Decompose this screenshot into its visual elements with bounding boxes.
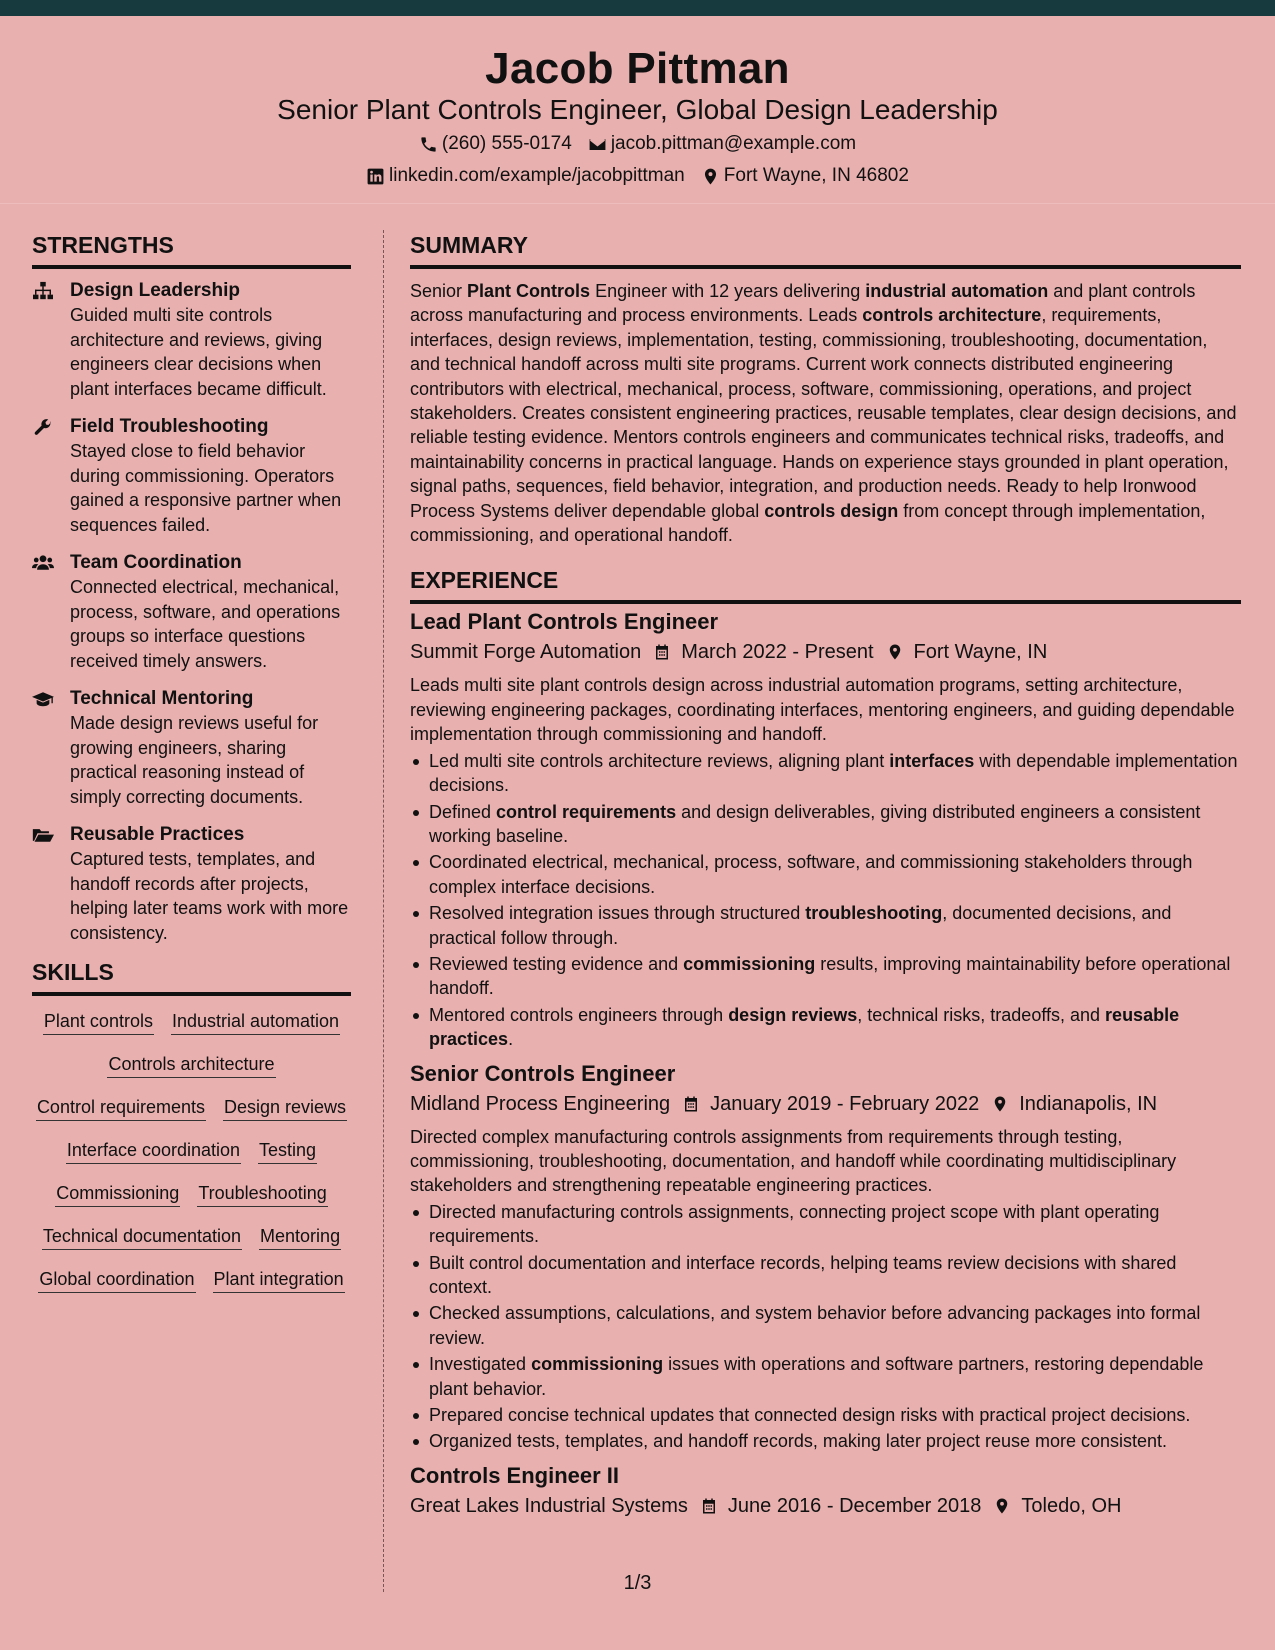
strength-description: Captured tests, templates, and handoff records after projects, helping later teams work with more consistency. xyxy=(70,849,349,943)
job-entry xyxy=(410,1060,1241,1454)
text-segment: Directed manufacturing controls assignments, connecting project scope with plant operating requirements. xyxy=(429,1201,1160,1247)
skill-tag: Controls architecture xyxy=(107,1053,275,1078)
skill-tag: Design reviews xyxy=(223,1096,347,1121)
skill-tag: Troubleshooting xyxy=(197,1182,327,1207)
linkedin-icon xyxy=(366,167,385,186)
strength-description: Guided multi site controls architecture and reviews, giving engineers clear decisions when plant interfaces became difficult. xyxy=(70,305,327,399)
bullet-item xyxy=(410,901,1241,950)
strengths-section xyxy=(32,232,351,945)
bold-keyword: industrial automation xyxy=(865,281,1049,301)
text-segment: , requirements, interfaces, design reviews, implementation, testing, commissioning, troubleshooting, documentation, and technical handoff across multi site programs. Current work connects distributed engineering contributors with electrical, mechanical, process, software, commissioning, operations, and project stakeholders. Creates consistent engineering practices, reusable templates, clear design decisions, and reliable testing evidence. Mentors controls engineers and communicates technical risks, tradeoffs, and maintainability concerns in practical language. Hands on experience stays grounded in plant operation, signal paths, sequences, field behavior, integration, and production needs. Ready to help Ironwood Process Systems deliver dependable global xyxy=(410,305,1237,521)
location-contact xyxy=(701,165,909,187)
strength-item xyxy=(32,687,351,809)
skills-list xyxy=(32,1006,351,1293)
candidate-name: Jacob Pittman xyxy=(485,44,790,93)
bullet-item xyxy=(410,1403,1241,1427)
location-text: Fort Wayne, IN 46802 xyxy=(723,165,909,186)
job-description: Leads multi site plant controls design across industrial automation programs, setting architecture, reviewing engineering packages, coordinating interfaces, mentoring engineers, and guiding dependable implementation through commissioning and handoff. xyxy=(410,675,1235,745)
skill-tag: Testing xyxy=(258,1139,317,1164)
job-meta xyxy=(410,1090,1241,1118)
strength-title: Team Coordination xyxy=(70,552,242,573)
skill-tag: Interface coordination xyxy=(66,1139,241,1164)
job-entry xyxy=(410,1462,1241,1520)
bold-keyword: Plant Controls xyxy=(467,281,591,301)
text-segment: Mentored controls engineers through xyxy=(429,1004,729,1025)
strength-body xyxy=(70,687,351,809)
bullet-item xyxy=(410,1251,1241,1300)
text-segment: Engineer with 12 years delivering xyxy=(590,281,866,301)
text-segment: from concept through implementation, commissioning, and operational handoff. xyxy=(410,500,1206,546)
bullet-item xyxy=(410,1200,1241,1249)
job-title: Lead Plant Controls Engineer xyxy=(410,609,719,635)
strength-item xyxy=(32,823,351,945)
page-number: 1/3 xyxy=(623,1572,652,1594)
strengths-list xyxy=(32,279,351,945)
skills-heading: SKILLS xyxy=(32,959,351,996)
strength-title: Reusable Practices xyxy=(70,824,245,845)
top-accent-bar xyxy=(0,0,1275,16)
text-segment: and plant controls across manufacturing and process environments. Leads xyxy=(410,281,1196,326)
text-segment: issues with operations and software partners, restoring dependable plant behavior. xyxy=(429,1354,1204,1399)
skill-tag: Commissioning xyxy=(55,1182,180,1207)
bold-keyword: control requirements xyxy=(496,801,677,822)
job-company: Summit Forge Automation xyxy=(410,641,642,664)
text-segment: , documented decisions, and practical follow through. xyxy=(429,903,1172,948)
skills-section xyxy=(32,959,351,1293)
candidate-title: Senior Plant Controls Engineer, Global Design Leadership xyxy=(277,94,998,125)
bold-keyword: commissioning xyxy=(683,953,816,974)
strength-body xyxy=(70,415,351,537)
summary-text xyxy=(410,279,1241,547)
text-segment: with dependable implementation decisions. xyxy=(429,750,1238,796)
strength-item xyxy=(32,551,351,673)
strength-item xyxy=(32,279,351,401)
bold-keyword: interfaces xyxy=(889,750,975,771)
job-meta xyxy=(410,638,1241,666)
users-icon xyxy=(32,551,70,673)
sitemap-icon xyxy=(32,279,70,401)
job-location-text: Toledo, OH xyxy=(1021,1494,1122,1517)
bold-keyword: design reviews xyxy=(728,1004,858,1025)
job-dates xyxy=(700,1492,982,1520)
job-dates xyxy=(682,1090,979,1118)
email-text: jacob.pittman@example.com xyxy=(610,133,857,154)
text-segment: Investigated xyxy=(429,1354,532,1375)
bold-keyword: reusable practices xyxy=(429,1004,1180,1050)
job-dates xyxy=(653,638,873,666)
linkedin-contact[interactable] xyxy=(366,165,685,187)
contact-line-2 xyxy=(0,165,1275,187)
skill-tag: Industrial automation xyxy=(171,1010,340,1035)
strength-description: Connected electrical, mechanical, process, software, and operations groups so interface questions received timely answers. xyxy=(70,577,341,671)
job-bullets xyxy=(410,1200,1241,1454)
skill-tag: Mentoring xyxy=(259,1225,341,1250)
graduation-cap-icon xyxy=(32,687,70,809)
job-meta xyxy=(410,1492,1241,1520)
map-marker-icon xyxy=(886,643,904,661)
column-divider xyxy=(383,230,384,1592)
phone-contact[interactable] xyxy=(419,133,572,155)
left-column xyxy=(32,232,351,1293)
job-company: Great Lakes Industrial Systems xyxy=(410,1494,688,1517)
text-segment: and design deliverables, giving distributed engineers a consistent working baseline. xyxy=(429,801,1201,846)
text-segment: Coordinated electrical, mechanical, process, software, and commissioning stakeholders through complex interface decisions. xyxy=(429,852,1193,897)
job-location-text: Fort Wayne, IN xyxy=(913,641,1048,664)
contact-line-1 xyxy=(0,133,1275,155)
bold-keyword: controls design xyxy=(764,500,899,521)
job-dates-text: June 2016 - December 2018 xyxy=(727,1494,982,1517)
text-segment: results, improving maintainability before operational handoff. xyxy=(429,953,1231,999)
bullet-item xyxy=(410,749,1241,798)
job-bullets xyxy=(410,749,1241,1052)
strength-title: Design Leadership xyxy=(70,280,240,301)
job-entry xyxy=(410,608,1241,1051)
email-contact[interactable] xyxy=(588,133,856,155)
job-location xyxy=(993,1492,1121,1520)
right-column xyxy=(410,232,1241,1527)
text-segment: Defined xyxy=(429,801,497,822)
text-segment: Led multi site controls architecture reviews, aligning plant xyxy=(429,750,890,771)
bold-keyword: troubleshooting xyxy=(805,903,943,924)
calendar-icon xyxy=(700,1497,718,1515)
job-location xyxy=(991,1090,1157,1118)
skill-tag: Global coordination xyxy=(38,1268,195,1293)
summary-section xyxy=(410,232,1241,547)
job-title: Senior Controls Engineer xyxy=(410,1060,676,1086)
bold-keyword: controls architecture xyxy=(862,305,1042,326)
strength-description: Stayed close to field behavior during commissioning. Operators gained a responsive partner when sequences failed. xyxy=(70,441,342,535)
bullet-item xyxy=(410,1352,1241,1401)
text-segment: Resolved integration issues through structured xyxy=(429,903,806,924)
bullet-item xyxy=(410,1301,1241,1350)
wrench-icon xyxy=(32,415,70,537)
text-segment: , technical risks, tradeoffs, and xyxy=(857,1004,1106,1025)
bullet-item xyxy=(410,800,1241,849)
map-marker-icon xyxy=(993,1497,1011,1515)
strength-title: Technical Mentoring xyxy=(70,688,254,709)
skill-tag: Control requirements xyxy=(36,1096,206,1121)
text-segment: Prepared concise technical updates that connected design risks with practical project decisions. xyxy=(429,1405,1191,1426)
text-segment: Checked assumptions, calculations, and system behavior before advancing packages into formal review. xyxy=(429,1303,1201,1348)
job-company: Midland Process Engineering xyxy=(410,1092,671,1115)
summary-heading: SUMMARY xyxy=(410,232,1241,269)
strength-item xyxy=(32,415,351,537)
skill-tag: Technical documentation xyxy=(42,1225,242,1250)
strength-title: Field Troubleshooting xyxy=(70,416,269,437)
experience-heading: EXPERIENCE xyxy=(410,567,1241,604)
calendar-icon xyxy=(682,1095,700,1113)
skill-tag: Plant integration xyxy=(213,1268,345,1293)
job-description: Directed complex manufacturing controls assignments from requirements through testing, commissioning, troubleshooting, documentation, and handoff while coordinating multidisciplinary stakeholders and strengthening repeatable engineering practices. xyxy=(410,1126,1177,1196)
skill-tag: Plant controls xyxy=(43,1010,154,1035)
job-location-text: Indianapolis, IN xyxy=(1019,1092,1158,1115)
job-dates-text: March 2022 - Present xyxy=(681,641,874,664)
envelope-icon xyxy=(588,135,607,154)
bullet-item xyxy=(410,1429,1241,1453)
map-marker-icon xyxy=(991,1095,1009,1113)
strengths-heading: STRENGTHS xyxy=(32,232,351,269)
strength-body xyxy=(70,551,351,673)
calendar-icon xyxy=(653,643,671,661)
text-segment: . xyxy=(508,1029,514,1050)
phone-icon xyxy=(419,135,438,154)
map-marker-icon xyxy=(701,167,720,186)
strength-body xyxy=(70,279,351,401)
strength-description: Made design reviews useful for growing engineers, sharing practical reasoning instead of simply correcting documents. xyxy=(70,713,319,807)
bold-keyword: commissioning xyxy=(531,1354,664,1375)
bullet-item xyxy=(410,952,1241,1001)
bullet-item xyxy=(410,1003,1241,1052)
text-segment: Senior xyxy=(410,281,468,301)
job-location xyxy=(886,638,1048,666)
phone-text: (260) 555-0174 xyxy=(441,133,572,154)
job-dates-text: January 2019 - February 2022 xyxy=(710,1092,980,1115)
text-segment: Reviewed testing evidence and xyxy=(429,953,684,974)
job-title: Controls Engineer II xyxy=(410,1462,620,1488)
experience-section xyxy=(410,567,1241,1519)
bullet-item xyxy=(410,850,1241,899)
resume-header xyxy=(0,16,1275,204)
folder-open-icon xyxy=(32,823,70,945)
jobs-list xyxy=(410,608,1241,1519)
linkedin-text: linkedin.com/example/jacobpittman xyxy=(389,165,685,186)
strength-body xyxy=(70,823,351,945)
text-segment: Organized tests, templates, and handoff records, making later project reuse more consistent. xyxy=(429,1431,1168,1452)
text-segment: Built control documentation and interface records, helping teams review decisions with shared context. xyxy=(429,1252,1177,1297)
